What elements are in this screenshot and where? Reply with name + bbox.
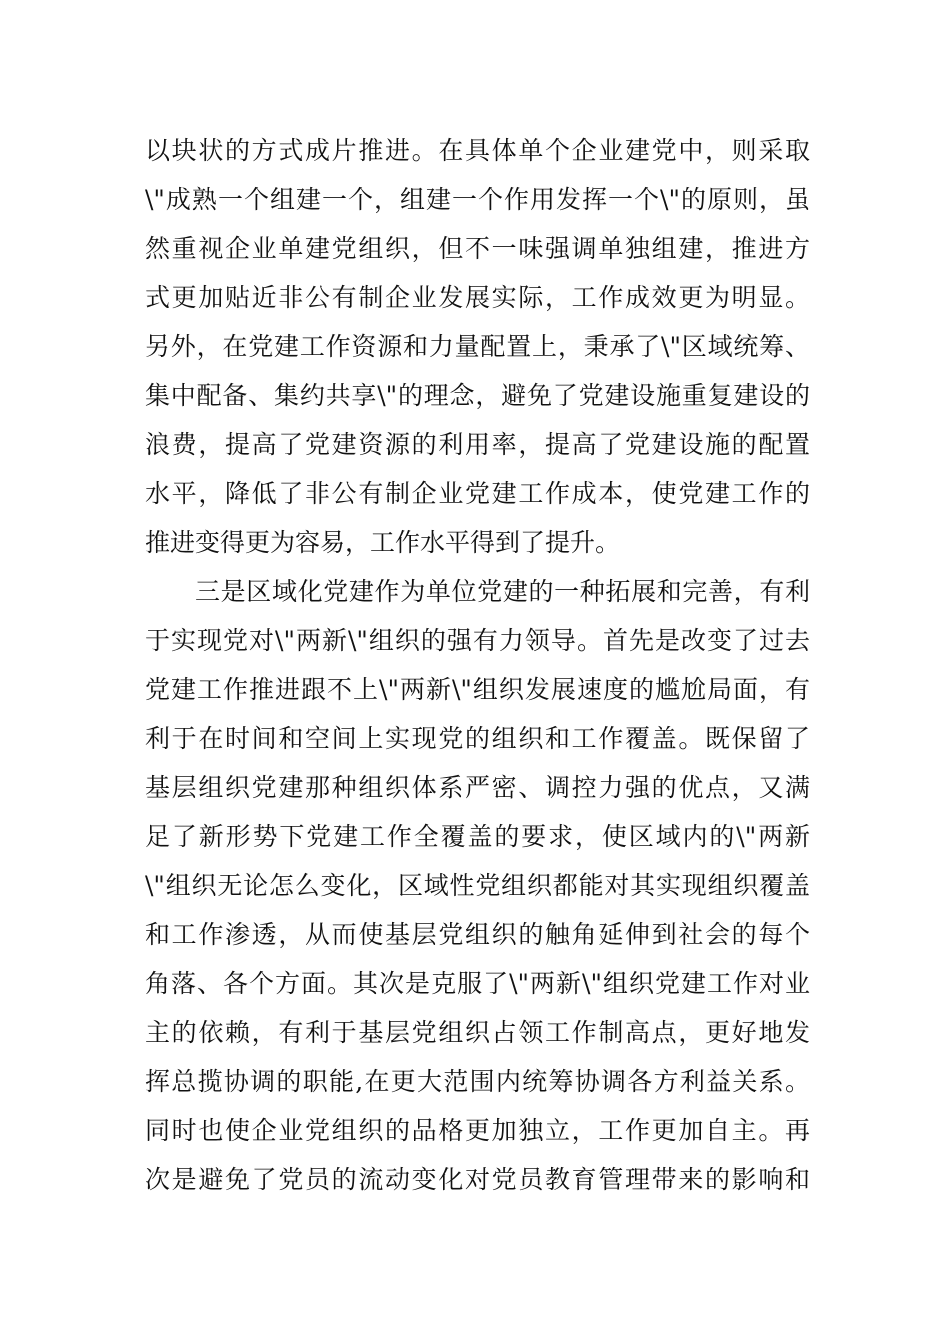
text-line: 同时也使企业党组织的品格更加独立，工作更加自主。再	[145, 1116, 810, 1145]
text-line: 于实现党对\"两新\"组织的强有力领导。首先是改变了过去	[145, 626, 810, 655]
text-line: 基层组织党建那种组织体系严密、调控力强的优点，又满	[145, 773, 810, 802]
paragraph-start-line: 三是区域化党建作为单位党建的一种拓展和完善，有利	[195, 577, 810, 606]
text-line: 然重视企业单建党组织，但不一味强调单独组建，推进方	[145, 234, 810, 263]
text-line: 水平，降低了非公有制企业党建工作成本，使党建工作的	[145, 479, 810, 508]
text-line: \"成熟一个组建一个，组建一个作用发挥一个\"的原则，虽	[145, 185, 810, 214]
text-line: 以块状的方式成片推进。在具体单个企业建党中，则采取	[145, 136, 810, 165]
text-line: 利于在时间和空间上实现党的组织和工作覆盖。既保留了	[145, 724, 810, 753]
text-line: 集中配备、集约共享\"的理念，避免了党建设施重复建设的	[145, 381, 810, 410]
text-line: 角落、各个方面。其次是克服了\"两新\"组织党建工作对业	[145, 969, 810, 998]
body-text	[145, 126, 810, 1204]
text-line: 足了新形势下党建工作全覆盖的要求，使区域内的\"两新	[145, 822, 810, 851]
text-line: 党建工作推进跟不上\"两新\"组织发展速度的尴尬局面，有	[145, 675, 810, 704]
text-line: 式更加贴近非公有制企业发展实际，工作成效更为明显。	[145, 283, 810, 312]
text-line: 另外，在党建工作资源和力量配置上，秉承了\"区域统筹、	[145, 332, 810, 361]
text-line: \"组织无论怎么变化，区域性党组织都能对其实现组织覆盖	[145, 871, 810, 900]
text-line: 次是避免了党员的流动变化对党员教育管理带来的影响和	[145, 1165, 810, 1194]
text-line: 挥总揽协调的职能,在更大范围内统筹协调各方利益关系。	[145, 1067, 810, 1096]
text-line: 主的依赖，有利于基层党组织占领工作制高点，更好地发	[145, 1018, 810, 1047]
text-line: 和工作渗透，从而使基层党组织的触角延伸到社会的每个	[145, 920, 810, 949]
text-line: 浪费，提高了党建资源的利用率，提高了党建设施的配置	[145, 430, 810, 459]
text-line: 推进变得更为容易，工作水平得到了提升。	[145, 528, 621, 557]
